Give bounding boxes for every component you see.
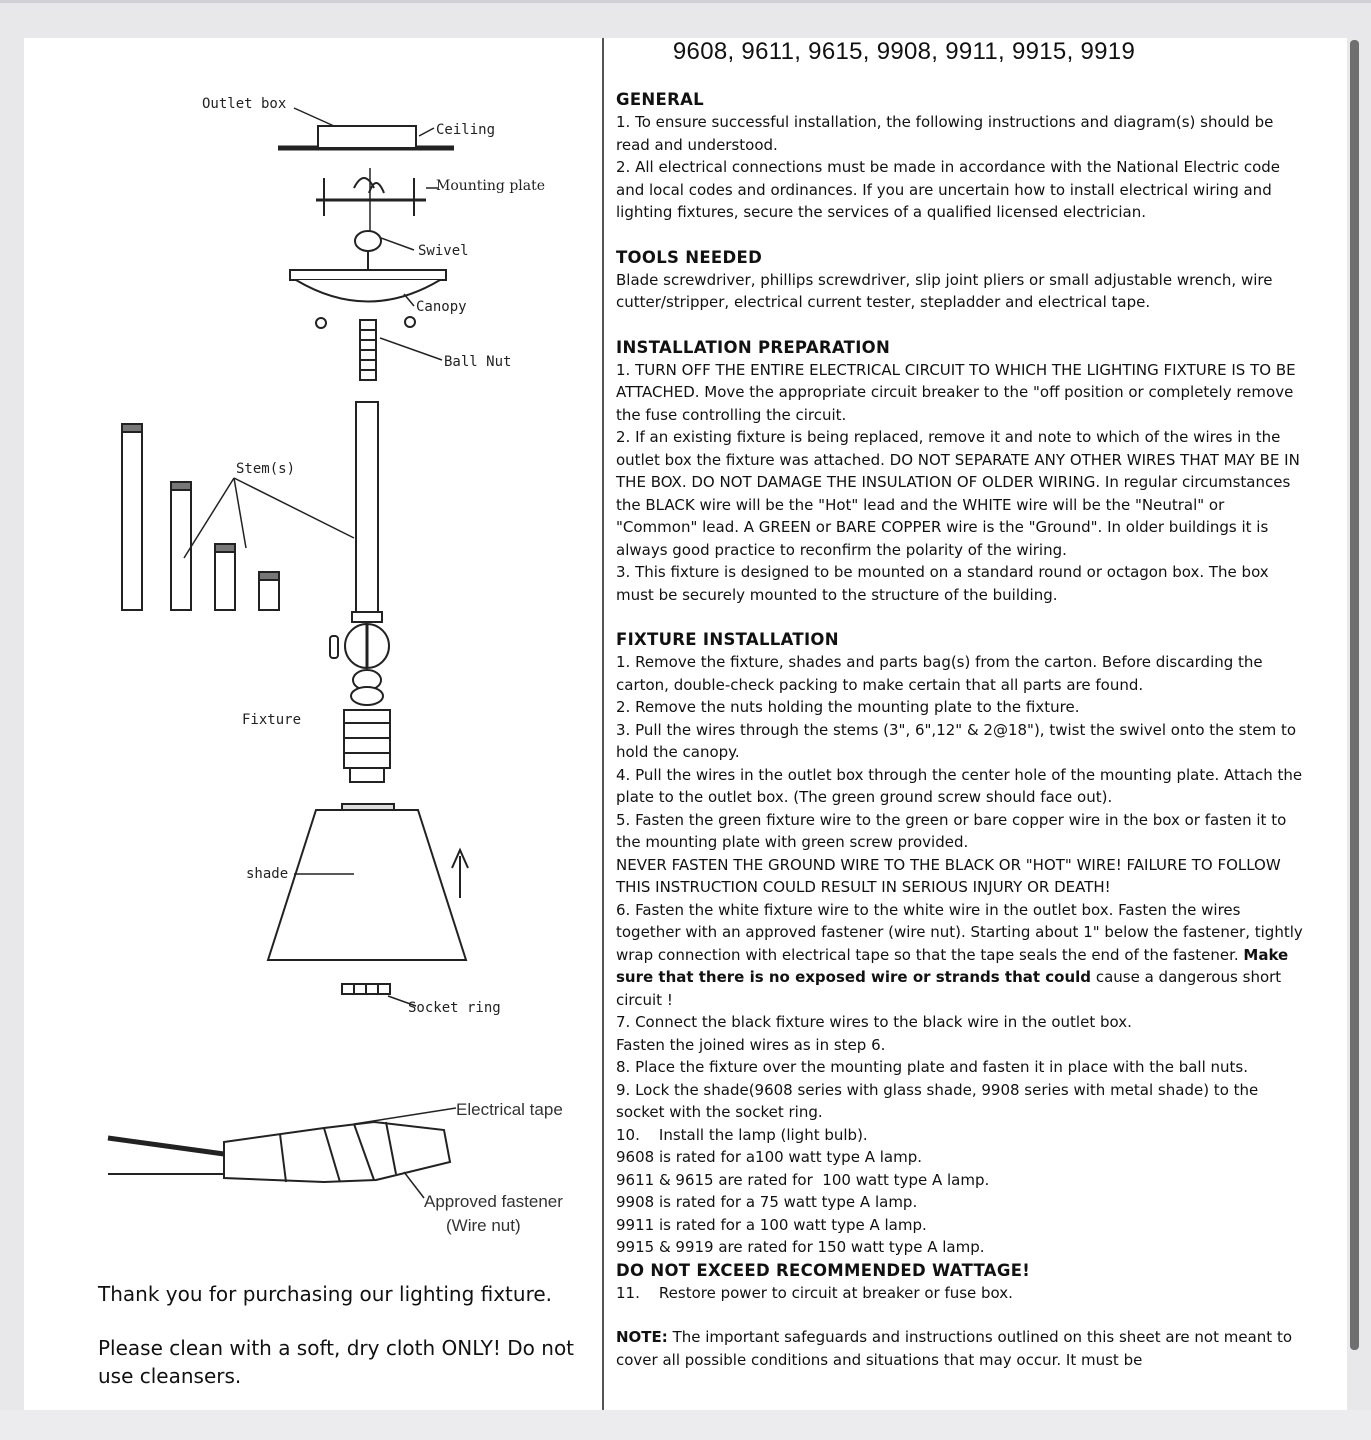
label-ball-nut: Ball Nut xyxy=(444,354,512,370)
section-preparation xyxy=(616,336,1306,607)
label-stems: Stem(s) xyxy=(236,461,296,477)
section-installation xyxy=(616,628,1306,1304)
install-item-11: 11. Restore power to circuit at breaker or fuse box. xyxy=(616,1283,1013,1302)
install-item-7b: Fasten the joined wires as in step 6. xyxy=(616,1035,886,1054)
general-item-2: 2. All electrical connections must be made in accordance with the National Electric code and local codes and ordinances. If you are uncertain how to install electrical wiring and lighting fixtures, secure the services of a qualified licensed electrician. xyxy=(616,158,1281,221)
label-ceiling: Ceiling xyxy=(436,122,496,138)
thank-you-note: Thank you for purchasing our lighting fixture. xyxy=(98,1282,553,1306)
label-swivel: Swivel xyxy=(418,243,469,259)
install-item-4: 4. Pull the wires in the outlet box through the center hole of the mounting plate. Attach the plate to the outlet box. (The green ground screw should face out). xyxy=(616,765,1303,806)
rating-9908: 9908 is rated for a 75 watt type A lamp. xyxy=(616,1193,918,1211)
installation-diagram xyxy=(24,38,602,1288)
label-fixture: Fixture xyxy=(242,712,302,728)
install-item-6-text: 6. Fasten the white fixture wire to the white wire in the outlet box. Fasten the wires together with an approved fastener (wire nut). Starting about 1" below the fastener, tightly wrap connection with electrical tape so that the tape seals the end of the fastener. xyxy=(616,900,1303,964)
install-item-7: 7. Connect the black fixture wires to the black wire in the outlet box. xyxy=(616,1013,1132,1031)
heading-installation: FIXTURE INSTALLATION xyxy=(616,630,839,649)
prep-item-1: 1. TURN OFF THE ENTIRE ELECTRICAL CIRCUIT TO WHICH THE LIGHTING FIXTURE IS TO BE ATTACHED. Move the appropriate circuit breaker to the "off position or completely remove the fuse controlling the circuit. xyxy=(616,360,1296,424)
wattage-warning: DO NOT EXCEED RECOMMENDED WATTAGE! xyxy=(616,1260,1031,1280)
document-page xyxy=(24,38,1347,1410)
install-item-6-bold: Make sure that there is no exposed wire or strands that could xyxy=(616,945,1289,986)
prep-item-3: 3. This fixture is designed to be mounted on a standard round or octagon box. The box must be securely mounted to the structure of the building. xyxy=(616,563,1269,604)
install-item-10: 10. Install the lamp (light bulb). xyxy=(616,1125,868,1144)
label-socket-ring: Socket ring xyxy=(408,1000,501,1016)
heading-preparation: INSTALLATION PREPARATION xyxy=(616,337,891,357)
rating-9911: 9911 is rated for a 100 watt type A lamp. xyxy=(616,1215,927,1234)
install-item-1: 1. Remove the fixture, shades and parts bag(s) from the carton. Before discarding the carton, double-check packing to make certain that all parts are found. xyxy=(616,653,1263,694)
install-item-6 xyxy=(616,899,1306,1012)
install-item-9: 9. Lock the shade(9608 series with glass shade, 9908 series with metal shade) to the socket with the socket ring. xyxy=(616,1080,1259,1121)
general-item-1: 1. To ensure successful installation, the following instructions and diagram(s) should be read and understood. xyxy=(616,113,1274,154)
rating-9915-9919: 9915 & 9919 are rated for 150 watt type A lamp. xyxy=(616,1238,985,1256)
care-instructions: Please clean with a soft, dry cloth ONLY! Do not use cleansers. xyxy=(98,1336,575,1388)
tools-list: Blade screwdriver, phillips screwdriver, slip joint pliers or small adjustable wrench, wire cutter/stripper, electrical current tester, stepladder and electrical tape. xyxy=(616,270,1273,311)
section-general xyxy=(616,88,1306,224)
label-outlet-box: Outlet box xyxy=(202,96,287,112)
note-text: The important safeguards and instructions outlined on this sheet are not meant to cover all possible conditions and situations that may occur. It must be xyxy=(616,1328,1292,1369)
ground-warning: NEVER FASTEN THE GROUND WIRE TO THE BLACK OR "HOT" WIRE! FAILURE TO FOLLOW THIS INSTRUCTION COULD RESULT IN SERIOUS INJURY OR DEATH! xyxy=(616,855,1281,896)
install-item-5: 5. Fasten the green fixture wire to the green or bare copper wire in the box or fasten it to the mounting plate with green screw provided. xyxy=(616,810,1287,851)
label-mounting-plate: Mounting plate xyxy=(436,178,546,194)
label-approved-fastener: Approved fastener xyxy=(424,1192,563,1211)
label-wire-nut: (Wire nut) xyxy=(446,1216,521,1235)
label-electrical-tape: Electrical tape xyxy=(456,1100,563,1119)
install-item-6-tail: cause a dangerous short circuit ! xyxy=(616,968,1282,1009)
prep-item-2: 2. If an existing fixture is being replaced, remove it and note to which of the wires in the outlet box the fixture was attached. DO NOT SEPARATE ANY OTHER WIRES THAT MAY BE IN THE BOX. DO NOT DAMAGE THE INSULATION OF OLDER WIRING. In regular circumstances the BLACK wire will be the "Hot" lead and the WHITE wire will be the "Neutral" or "Common" lead. A GREEN or BARE COPPER wire is the "Ground". In older buildings it is always good practice to reconfirm the polarity of the wiring. xyxy=(616,428,1300,559)
label-canopy: Canopy xyxy=(416,299,467,315)
heading-general: GENERAL xyxy=(616,90,704,109)
instructions-column xyxy=(616,88,1306,1371)
label-shade: shade xyxy=(246,866,289,882)
rating-9608: 9608 is rated for a100 watt type A lamp. xyxy=(616,1148,922,1166)
section-tools xyxy=(616,246,1306,314)
window-bottom-bar xyxy=(0,1410,1371,1440)
heading-tools: TOOLS NEEDED xyxy=(616,247,763,267)
install-item-3: 3. Pull the wires through the stems (3", 6",12" & 2@18"), twist the swivel onto the stem to hold the canopy. xyxy=(616,720,1297,761)
install-item-2: 2. Remove the nuts holding the mounting plate to the fixture. xyxy=(616,698,1080,716)
window-top-border xyxy=(0,0,1371,3)
note-label: NOTE: xyxy=(616,1328,668,1346)
page-title: 9608, 9611, 9615, 9908, 9911, 9915, 9919 xyxy=(672,38,1136,65)
note-paragraph xyxy=(616,1326,1306,1371)
install-item-8: 8. Place the fixture over the mounting plate and fasten it in place with the ball nuts. xyxy=(616,1058,1248,1076)
column-divider xyxy=(602,38,604,1410)
rating-9611-9615: 9611 & 9615 are rated for 100 watt type A lamp. xyxy=(616,1170,990,1189)
vertical-scrollbar[interactable] xyxy=(1350,40,1359,1350)
